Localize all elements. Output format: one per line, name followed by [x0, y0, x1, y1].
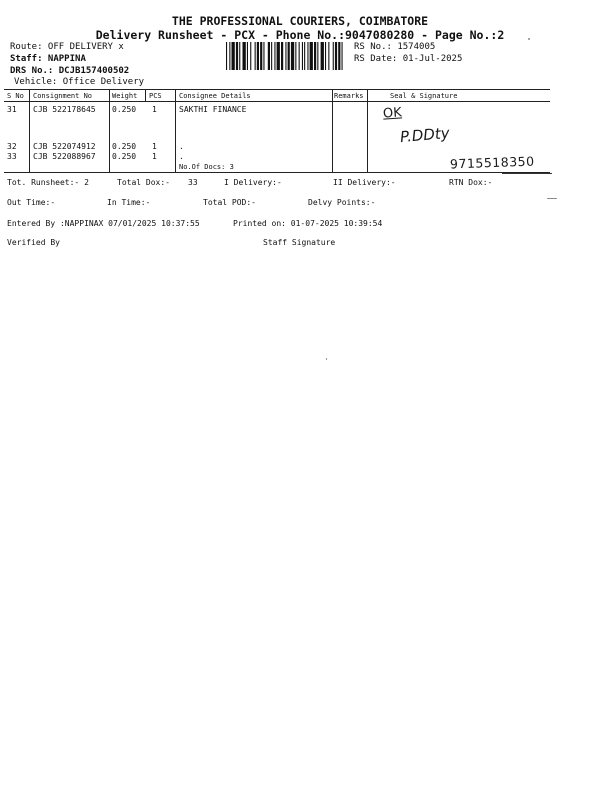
delvy-points: Delvy Points:- [308, 198, 376, 207]
header-remarks: Remarks [334, 92, 364, 100]
company-title: THE PROFESSIONAL COURIERS, COIMBATORE [171, 14, 429, 28]
out-time: Out Time:- [7, 198, 56, 207]
in-time: In Time:- [107, 198, 151, 207]
total-dox-value: 33 [188, 178, 198, 187]
row-weight: 0.250 [112, 105, 137, 114]
row-sno: 31 [7, 105, 17, 114]
row-pcs: 1 [152, 105, 157, 114]
row-weight: 0.250 [112, 152, 137, 161]
header-consignee: Consignee Details [179, 92, 251, 100]
col-divider [332, 89, 333, 172]
total-runsheet: Tot. Runsheet:- 2 [7, 178, 89, 187]
row-consignee: . [179, 152, 184, 161]
row-consignment: CJB 522178645 [33, 105, 96, 114]
handwritten-underline [502, 173, 552, 174]
table-bottom-border [4, 172, 550, 173]
drs-number: DRS No.: DCJB157400502 [10, 66, 130, 76]
header-consignment: Consignment No [33, 92, 93, 100]
header-weight: Weight [112, 92, 138, 100]
handwritten-phone: 9715518350 [449, 153, 535, 172]
runsheet-subtitle: Delivery Runsheet - PCX - Phone No.:9047080280 - Page No.:2 [95, 28, 505, 42]
rs-number: RS No.: 1574005 [354, 42, 436, 52]
row-consignee: SAKTHI FINANCE [179, 105, 247, 114]
rtn-dox: RTN Dox:- [449, 178, 493, 187]
no-of-docs: No.Of Docs: 3 [179, 163, 234, 171]
handwritten-ok: OK [382, 105, 403, 122]
total-pod: Total POD:- [203, 198, 256, 207]
col-divider [109, 89, 110, 172]
header-seal: Seal & Signature [390, 92, 458, 100]
row-sno: 32 [7, 142, 17, 151]
table-top-border [4, 89, 550, 90]
row-consignment: CJB 522074912 [33, 142, 96, 151]
printed-on: Printed on: 01-07-2025 10:39:54 [233, 219, 383, 228]
row-sno: 33 [7, 152, 17, 161]
col-divider [367, 89, 368, 172]
col-divider [175, 89, 176, 172]
row-consignee: . [179, 142, 184, 151]
barcode-image [226, 42, 344, 70]
staff-label: Staff: NAPPINA [10, 54, 86, 64]
scan-speck [326, 358, 327, 360]
row-pcs: 1 [152, 152, 157, 161]
scan-speck [547, 198, 557, 199]
header-pcs: PCS [149, 92, 162, 100]
total-dox-label: Total Dox:- [117, 178, 170, 187]
row-consignment: CJB 522088967 [33, 152, 96, 161]
scan-speck [528, 38, 530, 40]
i-delivery: I Delivery:- [224, 178, 282, 187]
verified-by: Verified By [7, 238, 60, 247]
staff-signature: Staff Signature [263, 238, 336, 247]
rs-date: RS Date: 01-Jul-2025 [354, 54, 463, 64]
col-divider [29, 89, 30, 172]
entered-by: Entered By :NAPPINAX 07/01/2025 10:37:55 [7, 219, 200, 228]
vehicle-label: Vehicle: Office Delivery [14, 77, 145, 87]
table-header-border [4, 101, 550, 102]
route-label: Route: OFF DELIVERY x [10, 42, 124, 52]
header-sno: S No [7, 92, 24, 100]
handwritten-signature: P.DDty [399, 123, 451, 147]
ii-delivery: II Delivery:- [333, 178, 396, 187]
row-weight: 0.250 [112, 142, 137, 151]
col-divider [145, 89, 146, 101]
row-pcs: 1 [152, 142, 157, 151]
